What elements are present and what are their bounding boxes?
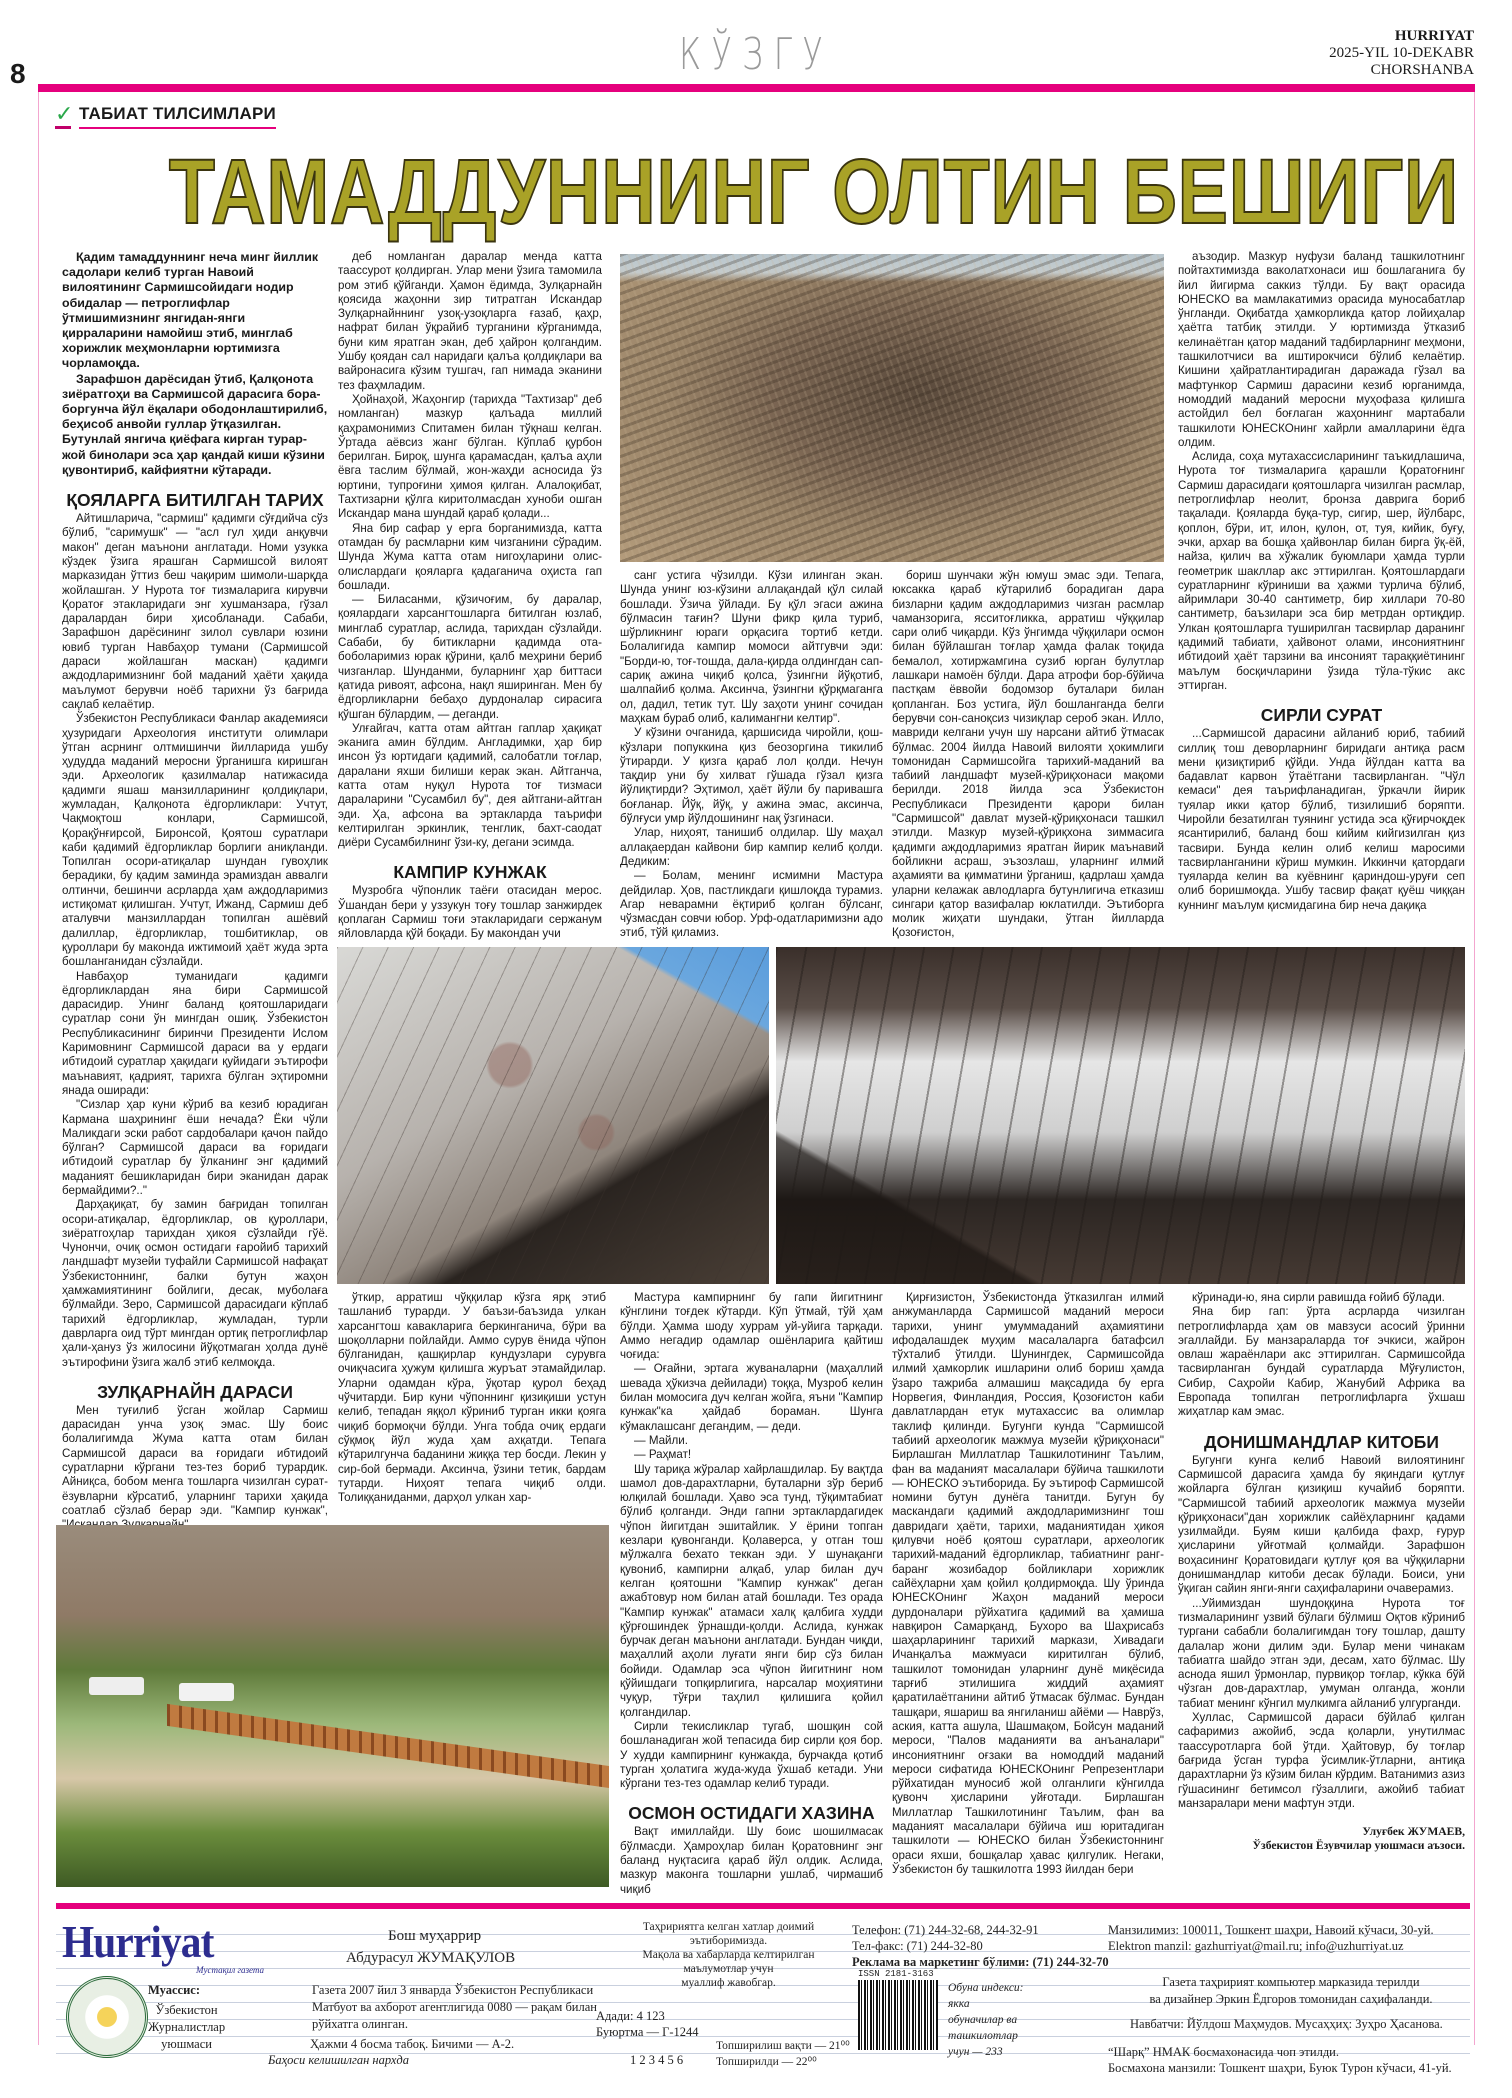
rubric-label: ТАБИАТ ТИЛСИМЛАРИ (79, 104, 276, 129)
photo-bridge-park (56, 1525, 609, 1887)
paragraph: ўткир, арратиш чўққилар кўзга ярқ этиб ташланиб турарди. У баъзи-баъзида улкан харсангтош кавакларига беркинганича, бўри ва шоқолларни пойлайди. Аммо сурув ёнида чўпон бўлганидан, қашқирлар кундузлари сурувга очиқчасига ҳужум қилишга журъат этамайдилар. Уларни одамдан кўра, ўқотар қурол беҳад чўчитарди. Бир куни чўпоннинг қизиқиши устун келиб, тепадан яққол кўриниб турган икки қояга чиқиб бормоқчи бўлди. Унга тобда очиқ ердаги сўқмоқ йўл жуда ҳам ахқатди. Тепага кўтарилгунча баданини жиққа тер босди. Лекин у сир-бой бермади. Аксинча, ўзини тетик, бардам тутарди. Ниҳоят тепага чиқиб олди. Толиққаниданми, дарҳол улкан хар- (338, 1291, 606, 1505)
paragraph: ...Сармишсой дарасини айланиб юриб, табиий силлиқ тош деворларнинг биридаги антиқа расм мени қизиқтириб қўйди. Унда йўлдан катта ва бадавлат карвон ўтаётгани тасвирланган. "Чўл кемаси" дея таърифланадиган, ўркачли йирик туялар икки қатор бўлиб, тизилишиб боряпти. Чиройли безатилган туянинг устида эса қўғирчоқдек ясантирилиб, баланд бош кийим кийгизилган қиз тасвири. Бунда келин олиб келиш маросими тасвирланганини кўриш мумкин. Иккинчи қатордаги туяларда келин ва куёвнинг қариндош-уруғи сеп олиб боришмоқда. Ушбу тасвир фақат қуёш чиққан куннинг маълум қисмидагина бир неча дақиқа (1178, 727, 1465, 912)
column-3-bottom (620, 1291, 883, 1896)
typeset-note (1116, 1974, 1466, 2008)
ads-phone: Реклама ва маркетинг бўлими: (71) 244-32-70 (852, 1955, 1109, 1969)
paragraph: аъзодир. Мазкур нуфузи баланд ташкилотнинг пойтахтимизда ваколатхонаси иш бошлаганига бу йил йигирма саккиз тўлди. Бу вақт орасида ЮНЕСКО ва мамлакатимиз орасида муносабатлар ўнгланди. Оқибатда ҳамкорликда қатор лойиҳалар ҳаётга татбиқ этилди. У юртимизда ўтказиб келинаётган қатор маданий тадбирларнинг меҳмони, ташкилотчиси ва иштирокчиси бўлиб келаётир. Кишини ҳайратлантирадиган даражада гўзал ва мафтункор Сармиш дарасини кезиб юрганимда, номоддий маданий меросни муҳофаза қилишга астойдил бел боғлаган жаҳоннинг мартабали ташкилоти ЮНЕСКОнинг хайрли амалларини ёдга олдим. (1178, 250, 1465, 449)
duty-staff: Навбатчи: Йўлдош Маҳмудов. Мусаҳҳиҳ: Зуҳро Ҳасанова. (1130, 2017, 1443, 2031)
registration-line: Матбуот ва ахборот агентлигида 0080 — рақам билан (312, 2000, 597, 2014)
section-heading: ДОНИШМАНДЛАР КИТОБИ (1204, 1431, 1439, 1452)
printer: “Шарқ” НМАК босмахонасида чоп этилди. (1108, 2045, 1339, 2059)
section-heading: СИРЛИ СУРАТ (1260, 705, 1383, 726)
paragraph: Мен туғилиб ўсган жойлар Сармиш дарасидан унча узоқ эмас. Шу боис болалигимда Жума катта отам билан Сармишсой дараси ва ғоридаги ибтидоий суратларни кўргани тез-тез бориб турардик. Айниқса, бобом менга тошларга чизилган сурат-ёзувларни кўрсатиб, уларнинг тарихи ҳақида соатлаб сўзлаб берар эди. "Кампир кунжак", (62, 1403, 328, 1517)
subscription-line: якка (948, 1998, 970, 2010)
paragraph: Ўзбекистон Республикаси Фанлар академияси ҳузуридаги Археология институти олимлари ўтган асрнинг олтмишинчи йилларида ушбу ҳудудда маданий меросни ўрганишга киришган эди. Археологик қазилмалар натижасида қадимги яшаш манзилларининг қолдиқлари, жумладан, Қалқонота ёдгорликлари: Учтут, Чақмоқтош конлари, Сармишсой, Қорақўнғирсой, Биронсой, Қоятош суратлари каби қадимий ёдгорликлар борлиги аниқланди. Топилган осори-атиқалар шундан гувоҳлик берадики, бу қадим заминда эрамиздан аввалги олтинчи, бешинчи асрларда ҳам аждодларимиз истиқомат қилишган. Учтут, Ижанд, Сармиш деб аталувчи манзиллардан топилган ашёвий далиллар, ёдгорликлар, тошбитиклар, ов қуроллари бу маконда ижтимоий ҳаёт жуда эрта бошланганидан сўзлайди. (62, 712, 328, 969)
paragraph: Яна бир гап: ўрта асрларда чизилган петроглифларда ҳам ов мавзуси асосий ўринни эгаллайди. Бу манзараларда тоғ эчкиси, жайрон овлаш жараёнлари акс эттирилган. Сармишсойда тасвирланган бундай суратларда Мўғулистон, Сибир, Саҳройи Кабир, Жанубий Африка ва Европада топилган петроглифларга ўхшаш жиҳатлар кам эмас. (1178, 1305, 1465, 1419)
issn: ISSN 2181-3163 (858, 1969, 934, 1979)
paragraph: кўринади-ю, яна сирли равишда ғойиб бўлади. (1192, 1291, 1445, 1304)
registration-line: рўйхатга олинган. (312, 2017, 408, 2031)
masthead-info (1329, 28, 1474, 79)
paragraph: деб номланган даралар менда катта таассурот қолдирган. Улар мени ўзига тамомила ром этиб қўйганди. Ҳамон ёдимда, Зулқарнайн қоясида жаҳонни зир титратган Искандар Зулқарнайннинг узоқ-узоқларга ғазаб, қаҳр, нафрат билан ўқрайиб турганини кўрганимда, буни ким яратган экан, деб ҳайрон қолгандим. Ушбу қоядан сал наридаги қалъа қолдиқлари ва вайронасига кўзим тушгач, гап нимада эканини тез фаҳмладим. (338, 250, 602, 392)
letters-note-line: Таҳририятга келган хатлар доимий (642, 1921, 815, 1933)
print-size: Ҳажми 4 босма табоқ. Бичими — А-2. (310, 2037, 515, 2051)
letters-note-line: эътиборимизда. (689, 1935, 768, 1947)
section-heading: ОСМОН ОСТИДАГИ ХАЗИНА (628, 1803, 875, 1824)
paragraph: — Болам, менинг исмимни Мастура дейдилар. Ҳов, пастликдаги қишлоқда турамиз. Агар неварамни ёқтириб қолган бўлсанг, чўзмасдан совчи юбор. Урф-одатларимизни адо этиб, тўй қиламиз. (620, 869, 883, 940)
paragraph: Мастура кампирнинг бу гапи йигитнинг кўнглини тоғдек кўтарди. Кўп ўтмай, тўй ҳам бўлди. Ҳамма шоду хуррам уй-уйига тарқади. Аммо негадир одамлар ошёнларига қайтиш чоғида: (620, 1291, 883, 1362)
left-frame-line (38, 92, 39, 2045)
paragraph: Яна бир сафар у ерга борганимизда, катта отамдан бу расмларни ким чизганини сўрадим. Шунда Жума катта отам нигоҳларини олис-олислардаги қояларга қадаганича оҳиста гап бошлади. (338, 521, 602, 592)
section-heading: ЗУЛҚАРНАЙН ДАРАСИ (97, 1381, 293, 1402)
submit-time: Топширилиш вақти — 21⁰⁰ (716, 2040, 850, 2052)
lead-paragraph: Қадим тамаддуннинг неча минг йиллик садолари келиб турган Навоий вилоятининг Сармишсойидаги нодир обидалар — петроглифлар ўтмишимизнинг янгидан-янги қирраларини намойиш этиб, минглаб хорижлик меҳмонларни юртимизга чорламоқда. (62, 250, 319, 371)
paragraph: — Биласанми, қўзичоғим, бу даралар, қоялардаги харсангтошларга битилган юзлаб, минглаб суратлар, аслида, тарихдан сўзлайди. Сабаби, бу битикларни қадимда ота-боболаримиз юрак қўрини, қалб меҳрини бериб чизганлар. Шунданми, буларнинг ҳар биттаси қатида ривоят, афсона, нақл яширинган. Мен бу ёдгорликларни бебаҳо дурдоналар сирасига қўшган бўлардим, — деганди. (338, 593, 602, 721)
masthead-name: HURRIYAT (1394, 28, 1474, 44)
column-2-top (338, 250, 602, 942)
paragraph: ...Уйимиздан шундоққина Нурота тоғ тизмаларининг узвий бўлаги бўлмиш Оқтов кўриниб тургани сабабли болалигимдан тоғу тошлар, дашту далалар жони дилим эди. Булар мени чинакам табиатга шайдо этган эди, десам, хато бўлмас. Шу аснода яшил ўрмонлар, пурвиқор тоғлар, кўкка бўй чўзган дов-дарахтлар, умуман олганда, жонли табиат менинг кўнгил мулкимга айланиб улгурганди. (1178, 1596, 1465, 1710)
section-heading: ҚОЯЛАРГА БИТИЛГАН ТАРИХ (66, 490, 324, 511)
fax: Тел-факс: (71) 244-32-80 (852, 1939, 983, 1953)
paragraph: Дарҳақиқат, бу замин бағридан топилган осори-атиқалар, ёдгорликлар, ов қуроллари, зиёратгоҳлар тарихдан ҳикоя сўзлайди гўё. Чунончи, очиқ осмон остидаги ғаройиб тарихий ландшафт музейи туфайли Сармишсой нафақат Ўзбекистоннинг, балки бутун жаҳон ҳамжамиятининг бойлиги, десак, муболаға бўлмайди. Зеро, Сармишсой дарасидаги кўплаб тарихий ёдгорликлар, жумладан, турли даврларга оид тўрт мингдан ортиқ петроглифлар ҳали-ҳануз ўз жилосини йўқотмаган ҳолда дунё эътирофини ўзига жалб этиб келмоқда. (62, 1198, 328, 1369)
founder (148, 2002, 225, 2053)
paragraph: санг устига чўзилди. Кўзи илинган экан. Шунда унинг юз-кўзини аллақандай қўл силай бошлади. Ўзича ўйлади. Бу қўл эгаси ажина бўлмасин тағин? Шуни фикр қила туриб, шўрликнинг юраги орқасига тортиб кетди. Болалигида кампир момоси айтгувчи эди: "Борди-ю, тоғ-тошда, дала-қирда олдингдан сап-сариқ ажина чиқиб қолса, ўзингни йўқотиб, шалпайиб қолма. Аксинча, ўзингни қўрқмаганга ол, дадил, тетик тут. Шу заҳоти унинг сочидан маҳкам бураб олиб, калимангни келтир". (620, 569, 883, 725)
paragraph: Ҳойнаҳой, Жаҳонгир (тарихда "Тахтизар" деб номланган) мазкур қалъада миллий қаҳрамонимиз Спитамен билан тўқнаш келган. Ўртада аёвсиз жанг бўлган. Кўплаб қурбон берилган. Бироқ, шунга қарамасдан, қалъа аҳли ёвга таслим бўлмай, жон-жаҳди асносида ўз юртини, тупроғини ҳимоя қилган. Алалоқибат, Тахтизарни қўлга киритолмасдан хуноби ошган Искандар мана шундай қараб қолади... (338, 392, 602, 521)
paragraph: Улар, ниҳоят, танишиб олдилар. Шу маҳал аллақаердан кайвони бир кампир келиб қолди. Дедиким: (620, 826, 883, 868)
paragraph: бориш шунчаки жўн юмуш эмас эди. Тепага, юксакка қараб кўтарилиб борадиган дара бизларни қадим аждодларимиз чизган расмлар чаманзорига, ясситоғликка, арратиш чўққилар сари олиб чиқарди. Кўз ўнгимда чўққилари осмон билан бўйлашган тоғлар ҳамда фалак тоқида бемалол, хотиржамгина сузиб юрган булутлар лашкари намоён бўлди. Дара атрофи бор-бўйича пастқам ёввойи бодомзор буталари билан қопланган. Боз устига, йўл бошланганда белги берувчи сон-саноқсиз чизиқлар сероб экан. Илло, мавриди келгани учун шу нарсани айтиб ўтмасак бўлмас. 2004 йилда Навоий вилояти ҳокимлиги томонидан Сармишсойга тарихий-маданий ва табиий ландшафт музей-қўриқхонаси мақоми берилди. 2018 йилда эса Ўзбекистон Республикаси Президенти қарори билан "Сармишсой" давлат музей-қўриқхонаси ташкил этилди. Мазкур музей-қўриқхона зиммасига қадимги аждодларимиз яратган йирик маънавий бойликни асраш, эъзозлаш, уларнинг илмий аҳамияти ва қимматини ўрганиш, қадрлаш ҳамда уларни келажак авлодларга бутунлигича етказиш сингари қатор вазифалар юклатилди. Эътиборга молик жиҳати шундаки, ўтган йилларда Қозоғистон, (892, 569, 1164, 940)
registration-line: Газета 2007 йил 3 январда Ўзбекистон Республикаси (312, 1983, 594, 1997)
paragraph: Бугунги кунга келиб Навоий вилоятининг Сармишсой дарасига ҳамда бу яқиндаги қутлуғ жойларга бўлган қизиқиш кучайиб боряпти. "Сармишсой табиий археологик мажмуа музейи қўриқхонаси"дан хорижлик сайёҳларнинг қадами узилмайди. Буям киши қалбида фахр, ғурур ҳисларини уйғотмай қолмайди. Зарафшон воҳасининг Қоратовидаги қутлуғ қоя ва чўққиларни донишмандлар китоби десак бўлади. Боиси, уни ўқиган сайин янги-янги саҳифаларини очаверамиз. (1178, 1453, 1465, 1596)
header-rule (38, 84, 1475, 92)
letters-note-line: Мақола ва хабарларда келтирилган (642, 1949, 815, 1961)
letters-note (626, 1920, 831, 1990)
rubric (55, 101, 276, 129)
column-2-bottom (338, 1291, 606, 1513)
issue-weekday: CHORSHANBA (1370, 62, 1474, 78)
column-1 (62, 250, 328, 1517)
column-5-top (1178, 250, 1465, 943)
column-4-top (892, 569, 1164, 943)
letters-note-line: муаллиф жавобгар. (681, 1977, 776, 1989)
subscription-line: Обуна индекси: (948, 1982, 1024, 1994)
photo-rock-face-petroglyphs (776, 947, 1465, 1284)
section-name: КЎЗГУ (678, 29, 834, 80)
paragraph: Вақт имиллайди. Шу боис шошилмасак бўлмасди. Ҳамроҳлар билан Қоратовнинг энг баланд нуқтасига қараб йўл олдик. Аслида, мазкур маконга тошларни ушлаб, чирмашиб чиқиб (620, 1825, 883, 1896)
photo-mountain-gorge (620, 254, 1164, 562)
founder-line: уюшмаси (161, 2037, 212, 2051)
column-5-bottom (1178, 1291, 1465, 1887)
price: Баҳоси келишилган нархда (268, 2053, 409, 2067)
paragraph: "Сизлар ҳар куни кўриб ва кезиб юрадиган Кармана шаҳрининг ёши нечада? Ёки чўли Маликдаги эски работ сардобалари қачон пайдо бўлган? Сармишсой дараси ва ғоридаги ибтидоий суратлар бу ўлканинг энг қадимий маданият бешикларидан бири эканидан дарак бермайдими?.." (62, 1098, 328, 1197)
author-signature: Ўзбекистон Ёзувчилар уюшмаси аъзоси. (1252, 1839, 1465, 1853)
letters-note-line: маълумотлар учун (683, 1963, 774, 1975)
paragraph: Музробга чўпонлик таёғи отасидан мерос. Ўшандан бери у уззукун тоғу тошлар занжирдек қоплаган Сармиш тоғи этакларидаги сержанум яйловларда қўй боқади. Бу макондан учи (338, 884, 602, 941)
founder-line: Журналистлар (148, 2020, 226, 2034)
lead-paragraph: Зарафшон дарёсидан ўтиб, Қалқонота зиёратгоҳи ва Сармишсой дарасига бора-боргунча йўл ёқалари ободонлаштирилиб, беҳисоб анвойи гуллар ўтқазилган. Бутунлай янгича қиёфага кирган турар-жой бинолари эса ҳар қандай киши кўзини қувонтириб, кайфиятни кўтаради. (62, 371, 328, 477)
typeset-line: Газета таҳририят компьютер марказида терилди (1162, 1975, 1420, 1989)
subscription-line: обуначилар ва (948, 2014, 1018, 2026)
editor-label: Бош муҳаррир (388, 1928, 482, 1944)
paragraph: Навбаҳор туманидаги қадимги ёдгорликлардан яна бири Сармишсой дарасидир. Унинг баланд қоятошларидаги суратлар сони ўн мингдан ошиқ. Ўзбекистон Республикасининг биринчи Президенти Ислом Каримовнинг Сармишсой дараси ва у ердаги ибтидоий суратлар ҳақидаги қуйидаги эътирофи маънавият, қадрият, тарихга бўлган эҳтиромни янада оширади: (62, 969, 328, 1097)
barcode (858, 1980, 938, 2050)
subscription-line: ташкилотлар (948, 2030, 1018, 2042)
paragraph: Айтишларича, "сармиш" қадимги сўғдийча сўз бўлиб, "саримушк" — "асл гул ҳиди анқувчи макон" деган маънони англатади. Номи узукка кўздек ўзига ярашган Сармишсой вилоят марказидан ўттиз беш чақирим шимоли-шарқда жойлашган. У Нурота тоғ тизмаларига кирувчи Қоратоғ этакларидаги энг хушманзара, гўзал даралардан бири ҳисобланади. Сабаби, Зарафшон дарёсининг зилол сувлари юзини ювиб турган Навбаҳор тумани (Сармишсой дараси жойлашган маскан) қадимги аждодларимизнинг бой маданий ҳаёти ҳақида маълумот берувчи ноёб тарихни ўз бағрида сақлаб келаётир. (62, 512, 328, 711)
circulation: Адади: 4 123 (596, 2009, 665, 2023)
registration (312, 1982, 597, 2033)
page-list: 1 2 3 4 5 6 (630, 2053, 684, 2067)
page-number: 8 (10, 58, 26, 89)
email: Elektron manzil: gazhurriyat@mail.ru; info@uzhurriyat.uz (1108, 1939, 1404, 1953)
union-emblem (66, 1976, 148, 2058)
column-3-top (620, 569, 883, 943)
section-heading: КАМПИР КУНЖАК (393, 862, 547, 883)
paragraph: Шу тариқа жўралар хайрлашдилар. Бу вақтда шамол дов-дарахтларни, буталарни зўр бериб юлқилай бошлади. Ҳаво эса тунд, тўқимтабиат бўлиб қолганди. Энди гапни эртаклардагидек чўпон йигитдан эшитайлик. У ёрини топган кезлари қувонганди. Қолаверса, у отган тош мўлжалга бехато теккан эди. У шунақанги қувониб, кампирни алқаб, улар билан дуч келган қоятошни "Кампир кунжак" деган ажабтовур ном билан атай бошлади. Тез орада "Кампир кунжак" атамаси халқ қалбига худди қўрғошиндек ўрнашди-қолди. Аслида, кунжак бурчак деган маънони англатади. Бундан чиқди, маҳаллий аҳоли луғати янги бир сўз билан бойиди. Одамлар эса чўпон йигитнинг ном қўйишдаги топқирлигига, нарсалар моҳиятини чуқур, тўғри таҳлил қилишига қойил қолгандилар. (620, 1462, 883, 1719)
paragraph: Улғайгач, катта отам айтган гаплар ҳақиқат эканига амин бўлдим. Англадимки, ҳар бир инсон ўз юртидаги қадимий, салобатли тоғлар, даралани яхши билиши керак экан. Айтганча, катта отам нуқул Нурота тоғ тизмаси дараларини "Сусамбил бу", дея айтгани-айтган эди. Ҳа, афсона ва эртакларда таърифи келтирилган эркинлик, тенглик, бахт-саодат диёри Сусамбилнинг ўзи-ку, дегани эсимда. (338, 721, 602, 850)
right-frame-line (1474, 92, 1475, 2045)
paragraph: Сирли текисликлар тугаб, шошқин сой бошланадиган жой тепасида бир сирли қоя бор. У худди кампирнинг кунжакда, бурчакда қотиб турган ҳолатига жуда-жуда ўхшаб кетади. Уни кўргани тез-тез одамлар келиб туради. (620, 1719, 883, 1791)
printer-address: Босмахона манзили: Тошкент шаҳри, Буюк Турон кўчаси, 41-уй. (1108, 2061, 1452, 2075)
paragraph: — Майли. (634, 1433, 688, 1447)
paragraph: — Раҳмат! (634, 1448, 692, 1462)
order-number: Буюртма — Г-1244 (596, 2025, 699, 2039)
footer-rule (56, 1903, 1470, 1909)
subscription-line: учун — 233 (948, 2046, 1003, 2058)
logo-subtitle: Мустақил газета (196, 1965, 264, 1975)
typeset-line: ва дизайнер Эркин Ёдгоров томонидан саҳифаланди. (1149, 1992, 1433, 2006)
newspaper-logo: Hurriyat (62, 1916, 214, 1967)
paragraph: — Оғайни, эртага жуваналарни (маҳаллий шевада ҳўкизча дейилади) тоққа, Музроб келин билан момосига дуч келган жойга, яъни "Кампир кунжак"ка ҳайдаб бораман. Шунга кўмаклашсанг дегандим, — деди. (620, 1362, 883, 1433)
photo-petroglyph-rock (337, 947, 769, 1284)
editor-name: Абдурасул ЖУМАҚУЛОВ (346, 1950, 516, 1966)
subscription-index (948, 1980, 1024, 2060)
founder-label: Муассис: (148, 1983, 200, 1997)
submitted-time: Топширилди — 22⁰⁰ (716, 2056, 817, 2068)
paragraph: Аслида, соҳа мутахассисларининг таъкидлашича, Нурота тоғ тизмаларига қарашли Қоратоғнинг Сармиш дарасидаги қоятошларга чизилган расмлар, петроглифлар неолит, бронза даврига бориб тақалади. Қояларда буқа-тур, сигир, шер, йўлбарс, қоплон, бўри, ит, илон, қулон, от, туя, кийик, буғу, эчки, архар ва бошқа ҳайвонлар билан бирга ўқ-ёй, найза, қилич ва хўжалик буюмлари ҳамда турли геометрик шакллар акс эттирилган. Қоятошлардаги суратларнинг кўриниши ва ҳажми турлича бўлиб, айримлари 30-40 сантиметр, бир хиллари 70-80 сантиметр, баъзилари эса бир метрдан ортиқдир. Улкан қоятошларга туширилган тасвирлар даранинг қадимий табиати, ҳайвонот олами, инсониятнинг ибтидоий ҳаёт тарзини ва инсоният тараққиётининг маълум босқичларини ўзида тўла-тўкис акс эттирган. (1178, 450, 1465, 692)
founder-line: Ўзбекистон (155, 2003, 218, 2017)
paragraph: У кўзини очганида, қаршисида чиройли, қош-кўзлари попуккина қиз беозоргина тикилиб ўтирарди. У қизга қараб лол қолди. Нечун тақдир уни бу хилват гўшада гўзал қизга йўлиқтирди? Эҳтимол, ҳаёт йўли бу паривашга боғланар. Йўқ, йўқ, у ажина эмас, аксинча, бўлғуси умр йўлдошининг нақ ўзгинаси. (620, 726, 883, 826)
phone: Телефон: (71) 244-32-68, 244-32-91 (852, 1923, 1039, 1937)
column-4-bottom (892, 1291, 1164, 1887)
article-title: ТАМАДДУННИНГ ОЛТИН БЕШИГИ (168, 141, 1460, 243)
checkmark-icon: ✓ (55, 104, 71, 129)
address: Манзилимиз: 100011, Тошкент шаҳри, Навоий кўчаси, 30-уй. (1108, 1923, 1434, 1937)
imprint-footer (56, 1916, 1470, 2075)
paragraph: Қирғизистон, Ўзбекистонда ўтказилган илмий анжуманларда Сармишсой маданий мероси тарихи, унинг умуммаданий аҳамиятини ифодалашдек муҳим масалаларга батафсил тўхталиб ўтилди. Шунингдек, Сармишсойда илмий ҳамкорлик ишларини олиб бориш ҳамда ўзаро тажриба алмашиш мақсадида бу ерга Норвегия, Финландия, Россия, Қозоғистон каби давлатлардан етук мутахассис ва олимлар таклиф қилинди. Бугунги кунда "Сармишсой табиий археологик мажмуа музейи қўриқхонаси" Бирлашган Миллатлар Ташкилотининг Таълим, фан ва маданият масалалари бўйича ташкилоти — ЮНЕСКО эътиборида. Бу эътироф Сармишсой номини бутун дунёга танитди. Бугун бу маскандаги қадимий аждодларимизнинг тош давридаги ҳаёти, тарихи, маданиятидан ҳикоя қилувчи ноёб қоятош суратлари, археологик тарихий-маданий ёдгорликлар, табиатнинг ранг-баранг жозибадор бойликлари хорижлик сайёҳларни ҳам қойил қолдирмоқда. Шу ўринда ЮНЕСКОнинг Жаҳон маданий мероси дурдоналари рўйхатига қадимий ва ҳамиша навқирон Самарқанд, Бухоро ва Шаҳрисабз шаҳарларининг тарихий маркази, Хивадаги Ичанқалъа мажмуаси киритилган бўлиб, ташкилот томонидан уларнинг дунё миқёсида тарғиб этилишига жиддий аҳамият қаратилаётганини айтиб ўтмасак бўлмас. Бундан ташқари, яшариш ва янгиланиш айёми — Наврўз, аския, катта ашула, Шашмақом, Бойсун маданий мероси, "Палов маданияти ва анъаналари" инсониятнинг оғзаки ва номоддий маданий мероси сифатида ЮНЕСКОнинг Репрезентлари рўйхатидан муносиб жой олганлиги кўнгилда қувонч ҳисларини уйғотади. Бирлашган Миллатлар Ташкилотининг Таълим, фан ва маданият масалалари бўйича иш юритадиган ташкилоти — ЮНЕСКО билан Ўзбекистоннинг ораси яхши, бошқалар ҳавас қилгулик. Негаки, Ўзбекистон бу ташкилотга 1993 йилдан бери (892, 1291, 1164, 1876)
author-signature: Улуғбек ЖУМАЕВ, (1362, 1825, 1465, 1839)
issue-date: 2025-YIL 10-DEKABR (1329, 45, 1474, 61)
paragraph: Хуллас, Сармишсой дараси бўйлаб қилган сафаримиз ажойиб, эсда қоларли, унутилмас таассуротларга бой ўтди. Ҳайтовур, бу тоғлар бағрида ўсган турфа ўсимлик-ўтларни, антиқа дарахтларни ўз кўзим билан кўрдим. Ватанимиз азиз гўшасининг бетимсол гўзаллиги, ажойиб табиат манзаралари мени мафтун этди. (1178, 1711, 1465, 1810)
